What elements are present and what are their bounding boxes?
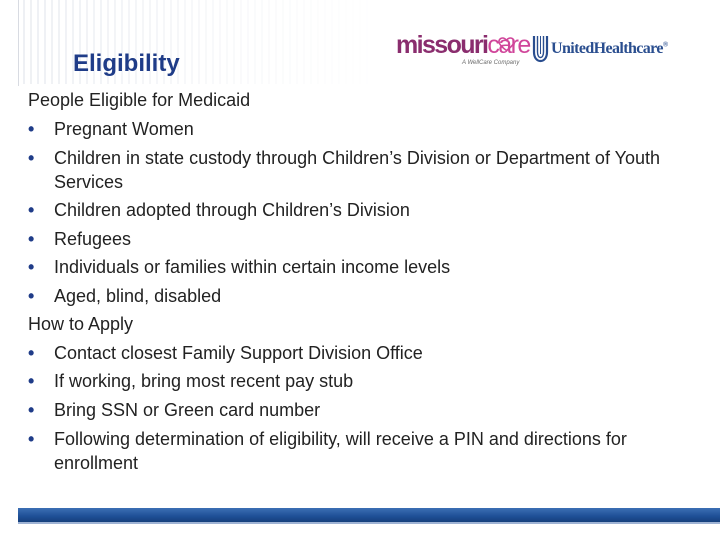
list-item	[28, 367, 708, 396]
list-item	[28, 424, 708, 477]
unitedhealthcare-wordmark	[551, 40, 668, 58]
header-divider	[18, 0, 19, 86]
missouricare-word-part1: missouri	[396, 31, 488, 59]
footer-bar	[18, 508, 720, 522]
list-item-text: Children adopted through Children’s Division	[54, 200, 410, 220]
list-item-text: Bring SSN or Green card number	[54, 399, 321, 420]
apply-list	[28, 339, 708, 478]
heart-icon	[498, 37, 515, 52]
list-item-text: Aged, blind, disabled	[54, 285, 222, 306]
bullet-icon: •	[28, 429, 35, 449]
list-item-text: Contact closest Family Support Division Office	[54, 342, 423, 363]
list-item	[28, 115, 708, 144]
list-item-text: Individuals or families within certain income levels	[54, 257, 451, 277]
uhc-u-mark-icon	[532, 34, 549, 64]
unitedhealthcare-logo	[532, 34, 682, 66]
list-item	[28, 339, 708, 368]
list-item-text: If working, bring most recent pay stub	[54, 371, 354, 391]
unitedhealthcare-word: UnitedHealthcare	[551, 40, 663, 57]
missouricare-logo	[396, 30, 530, 74]
slide-body	[28, 86, 708, 477]
missouricare-word-part2: care	[487, 31, 530, 59]
bullet-icon: •	[28, 118, 35, 139]
bullet-icon: •	[28, 200, 35, 220]
bullet-icon: •	[28, 399, 35, 420]
bullet-icon: •	[28, 148, 35, 168]
list-item	[28, 282, 708, 311]
bullet-icon: •	[28, 285, 35, 306]
list-item-text: Refugees	[54, 228, 132, 249]
bullet-icon: •	[28, 342, 35, 363]
bullet-icon: •	[28, 371, 35, 391]
list-item	[28, 196, 708, 225]
list-item	[28, 253, 708, 282]
list-item-text: Pregnant Women	[54, 118, 194, 139]
eligible-list	[28, 115, 708, 311]
bullet-icon: •	[28, 228, 35, 249]
footer-shade	[18, 522, 720, 524]
missouricare-tagline: A WellCare Company	[462, 60, 520, 66]
list-item-text: Following determination of eligibility, will receive a PIN and directions for enrollment	[54, 429, 627, 473]
list-item	[28, 225, 708, 254]
section-heading-eligible: People Eligible for Medicaid	[28, 90, 251, 110]
slide-title: Eligibility	[73, 50, 180, 77]
trademark-symbol: ®	[662, 40, 668, 49]
list-item	[28, 143, 708, 196]
bullet-icon: •	[28, 257, 35, 277]
section-heading-apply: How to Apply	[28, 314, 134, 334]
list-item	[28, 396, 708, 425]
list-item-text: Children in state custody through Children’s Division or Department of Youth Services	[54, 148, 661, 192]
